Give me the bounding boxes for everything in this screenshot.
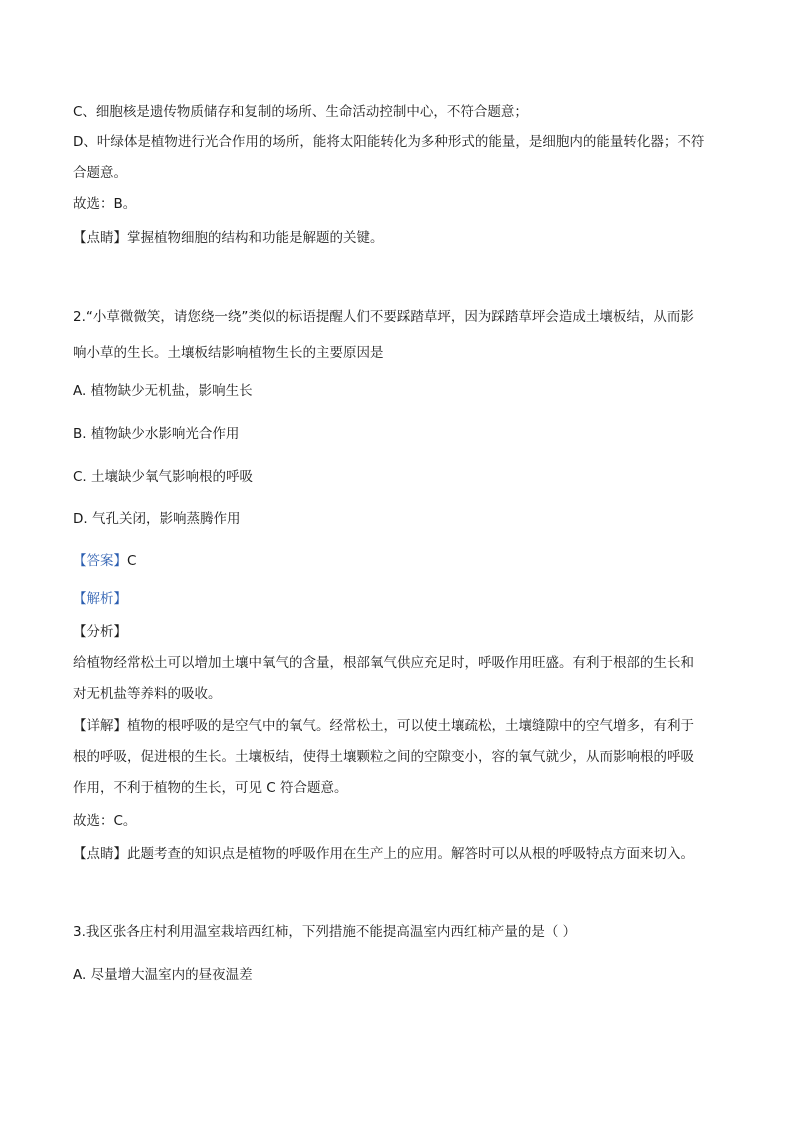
q2-detail-line2: 根的呼吸，促进根的生长。土壤板结，使得土壤颗粒之间的空隙变小，容的氧气就少，从而影响根的呼吸 [73, 749, 694, 765]
q2-stem-line2: 响小草的生长。土壤板结影响植物生长的主要原因是 [73, 345, 384, 361]
answer-value: C [127, 553, 137, 569]
tip-text: 此题考查的知识点是植物的呼吸作用在生产上的应用。解答时可以从根的呼吸特点方面来切入。 [127, 846, 694, 862]
tip-text: 掌握植物细胞的结构和功能是解题的关键。 [127, 230, 384, 246]
q2-stem-line1: 2.“小草微微笑，请您绕一绕”类似的标语提醒人们不要踩踏草坪，因为踩踏草坪会造成土壤板结，从而影 [73, 309, 694, 325]
q2-analysis-tag: 【解析】 [73, 591, 127, 607]
q2-option-c: C. 土壤缺少氧气影响根的呼吸 [73, 469, 254, 485]
q1-option-d-explanation-line2: 合题意。 [73, 165, 127, 181]
q1-option-d-explanation-line1: D、叶绿体是植物进行光合作用的场所，能将太阳能转化为多种形式的能量，是细胞内的能量转化器；不符 [73, 134, 705, 150]
q2-option-b: B. 植物缺少水影响光合作用 [73, 426, 240, 442]
q1-option-c-explanation: C、细胞核是遗传物质储存和复制的场所、生命活动控制中心，不符合题意； [73, 104, 528, 120]
detail-text: 植物的根呼吸的是空气中的氧气。经常松土，可以使土壤疏松，土壤缝隙中的空气增多，有利于 [127, 718, 694, 734]
q2-tip [73, 844, 694, 864]
q1-answer-line: 故选：B。 [73, 196, 137, 212]
q2-detail-line1 [73, 716, 694, 736]
tip-tag: 【点睛】 [73, 230, 127, 246]
q2-answer [73, 551, 136, 571]
q1-tip [73, 228, 384, 248]
q2-option-d: D. 气孔关闭，影响蒸腾作用 [73, 511, 241, 527]
q2-fenxi-line2: 对无机盐等养料的吸收。 [73, 686, 222, 702]
detail-tag: 【详解】 [73, 718, 127, 734]
q2-fenxi-line1: 给植物经常松土可以增加土壤中氧气的含量，根部氧气供应充足时，呼吸作用旺盛。有利于根部的生长和 [73, 655, 694, 671]
q2-option-a: A. 植物缺少无机盐，影响生长 [73, 383, 253, 399]
q2-detail-line3: 作用，不利于植物的生长，可见 C 符合题意。 [73, 780, 348, 796]
tip-tag: 【点睛】 [73, 846, 127, 862]
q3-stem: 3.我区张各庄村利用温室栽培西红柿，下列措施不能提高温室内西红柿产量的是（ ） [73, 924, 577, 940]
answer-tag: 【答案】 [73, 553, 127, 569]
q3-option-a: A. 尽量增大温室内的昼夜温差 [73, 967, 253, 983]
q2-fenxi-tag: 【分析】 [73, 624, 127, 640]
q2-choice-line: 故选：C。 [73, 813, 137, 829]
